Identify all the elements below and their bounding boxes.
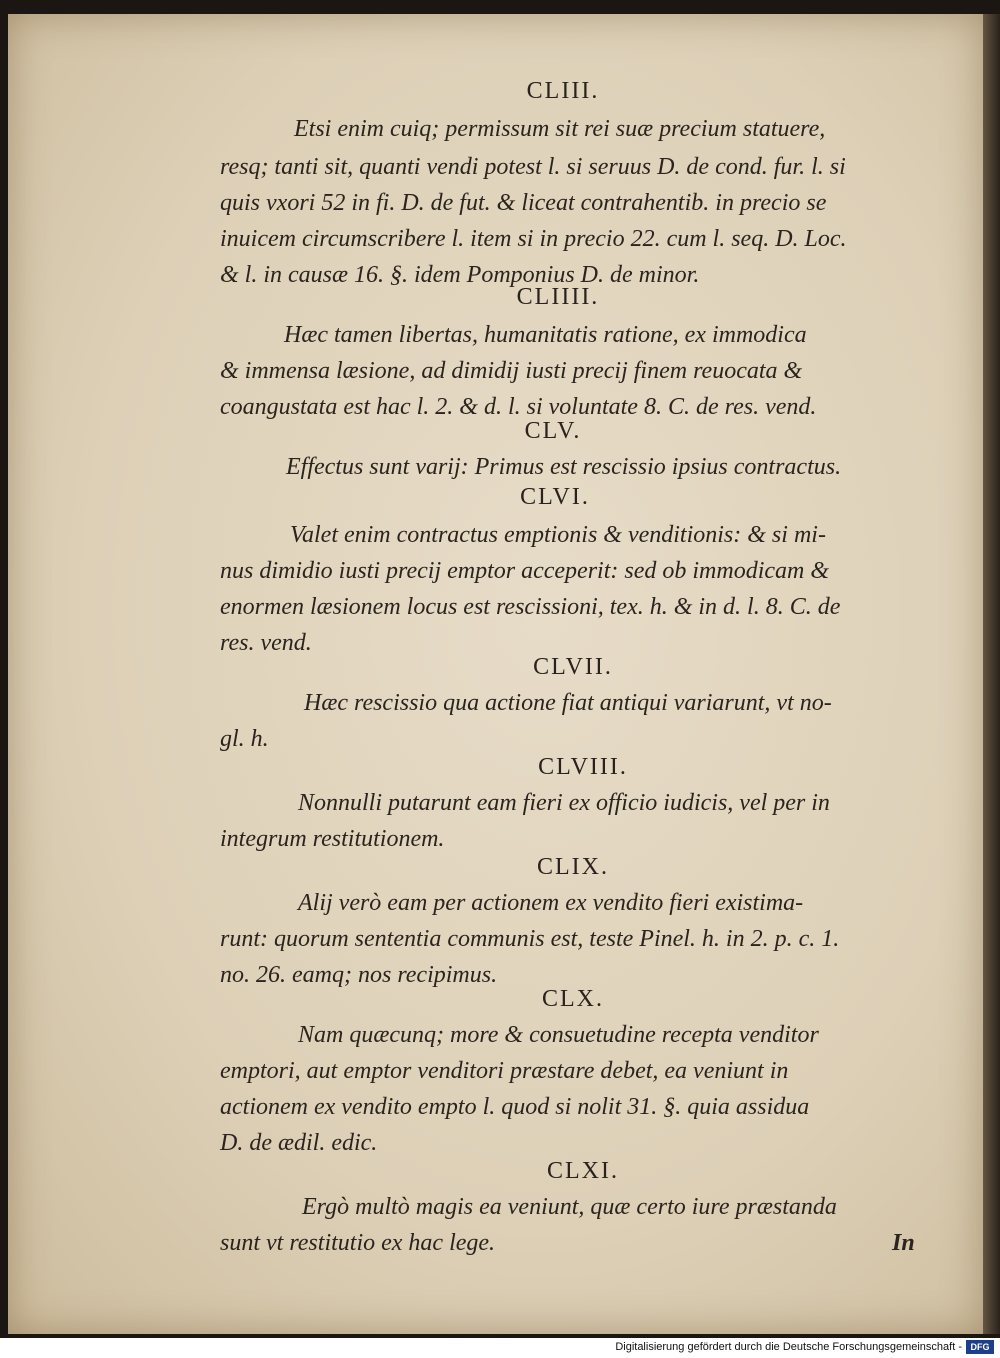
section-number: CLIX. xyxy=(537,854,609,880)
section-number: CLIII. xyxy=(526,78,600,104)
text-line: resq; tanti sit, quanti vendi potest l. si seruus D. de cond. fur. l. si xyxy=(220,154,846,180)
text-line: Ergò multò magis ea veniunt, quæ certo iure præstanda xyxy=(302,1194,837,1220)
book-page xyxy=(8,14,983,1334)
text-line: Nam quæcunq; more & consuetudine recepta venditor xyxy=(298,1022,819,1048)
text-line: Nonnulli putarunt eam fieri ex officio iudicis, vel per in xyxy=(298,790,830,816)
dfg-logo-icon: DFG xyxy=(966,1340,994,1354)
text-line: Hæc rescissio qua actione fiat antiqui variarunt, vt no- xyxy=(304,690,832,716)
text-line: integrum restitutionem. xyxy=(220,826,445,852)
text-line: inuicem circumscribere l. item si in precio 22. cum l. seq. D. Loc. xyxy=(220,226,847,252)
text-line: nus dimidio iusti precij emptor acceperit: sed ob immodicam & xyxy=(220,558,830,584)
text-line: coangustata est hac l. 2. & d. l. si voluntate 8. C. de res. vend. xyxy=(220,394,817,420)
text-line: runt: quorum sententia communis est, teste Pinel. h. in 2. p. c. 1. xyxy=(220,926,840,952)
footer-credit: Digitalisierung gefördert durch die Deutsche Forschungsgemeinschaft - xyxy=(615,1341,962,1353)
text-line: gl. h. xyxy=(220,726,269,752)
text-line: res. vend. xyxy=(220,630,312,656)
page-text xyxy=(8,14,983,1334)
section-number: CLV. xyxy=(524,418,582,444)
text-line: Alij verò eam per actionem ex vendito fieri existima- xyxy=(298,890,804,916)
text-line: & l. in causæ 16. §. idem Pomponius D. de minor. xyxy=(220,262,700,288)
text-line: Hæc tamen libertas, humanitatis ratione, ex immodica xyxy=(284,322,807,348)
text-line: no. 26. eamq; nos recipimus. xyxy=(220,962,498,988)
footer-bar xyxy=(0,1338,1000,1358)
text-line: & immensa læsione, ad dimidij iusti precij finem reuocata & xyxy=(220,358,803,384)
text-line: Etsi enim cuiq; permissum sit rei suæ precium statuere, xyxy=(294,116,826,142)
catchword: In xyxy=(892,1230,915,1256)
section-number: CLXI. xyxy=(547,1158,619,1184)
text-line: sunt vt restitutio ex hac lege. xyxy=(220,1230,496,1256)
text-line: actionem ex vendito empto l. quod si nolit 31. §. quia assidua xyxy=(220,1094,810,1120)
section-number: CLIIII. xyxy=(516,284,600,310)
section-number: CLVI. xyxy=(520,484,590,510)
text-line: D. de ædil. edic. xyxy=(220,1130,378,1156)
text-line: emptori, aut emptor venditori præstare debet, ea veniunt in xyxy=(220,1058,789,1084)
text-line: enormen læsionem locus est rescissioni, tex. h. & in d. l. 8. C. de xyxy=(220,594,841,620)
section-number: CLVII. xyxy=(533,654,613,680)
section-number: CLVIII. xyxy=(538,754,628,780)
section-number: CLX. xyxy=(542,986,604,1012)
text-line: Valet enim contractus emptionis & venditionis: & si mi- xyxy=(290,522,826,548)
text-line: Effectus sunt varij: Primus est rescissio ipsius contractus. xyxy=(286,454,842,480)
text-line: quis vxori 52 in fi. D. de fut. & liceat contrahentib. in precio se xyxy=(220,190,827,216)
